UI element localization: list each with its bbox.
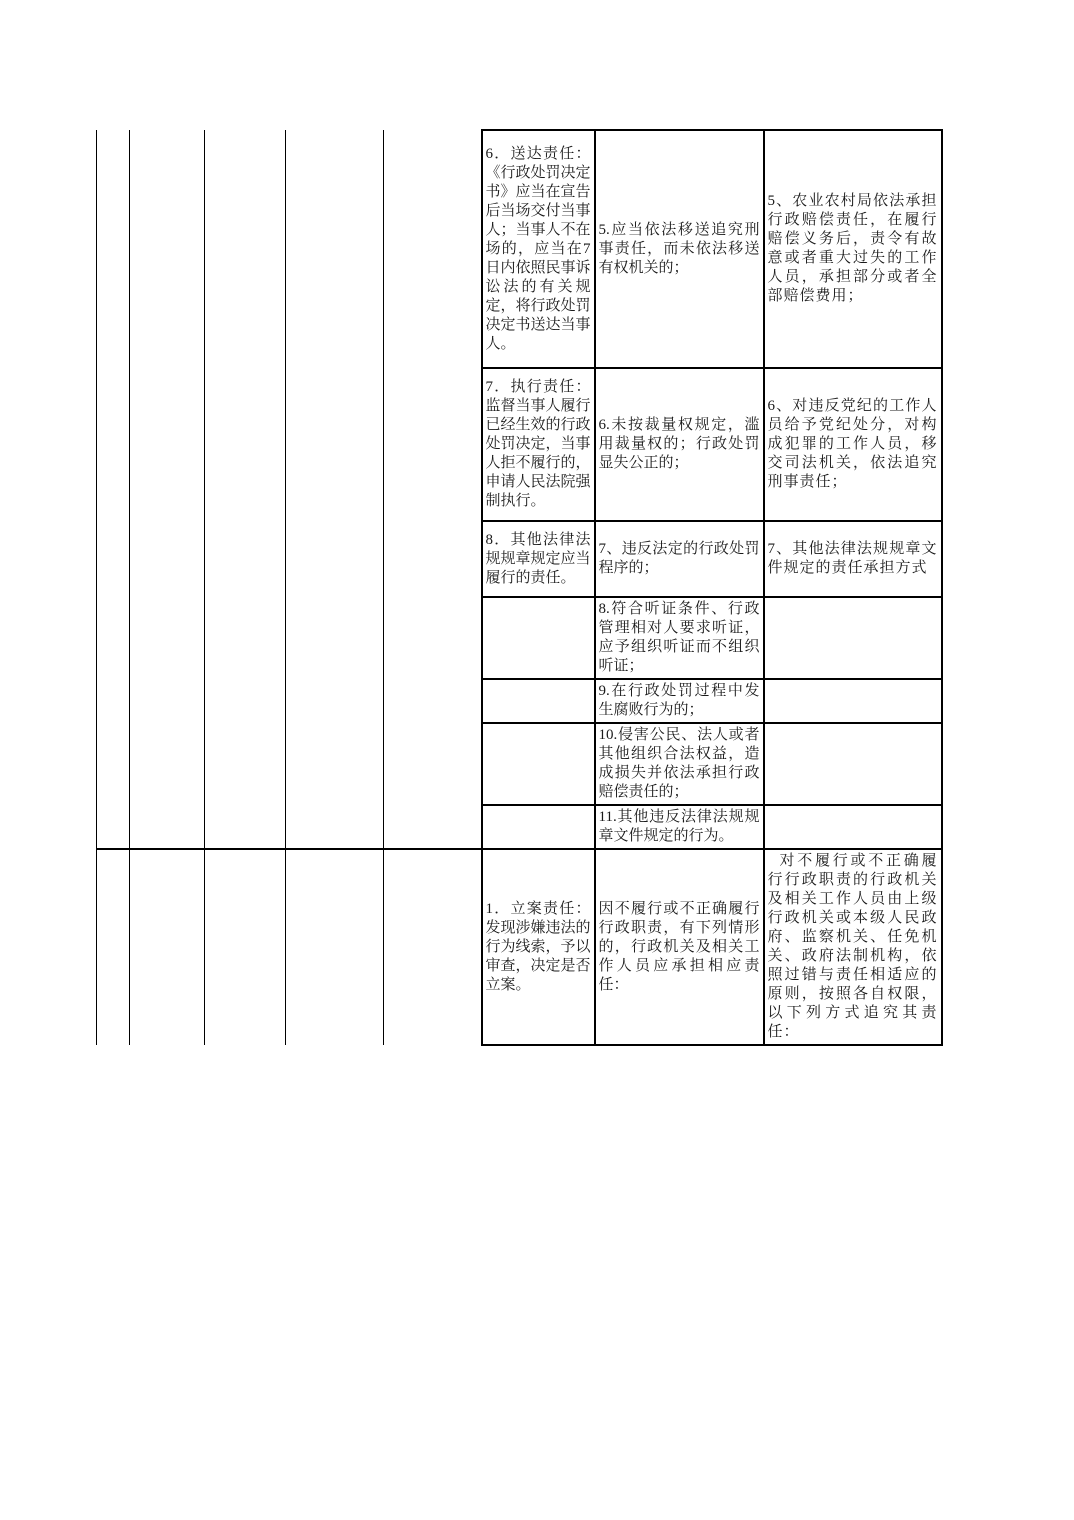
method-cell <box>764 597 942 679</box>
method-cell: 5、农业农村局依法承担行政赔偿责任，在履行赔偿义务后，责令有故意或者重大过失的工作人员，承担部分或者全部赔偿费用； <box>764 130 942 368</box>
situation-cell: 7、违反法定的行政处罚程序的； <box>595 521 764 597</box>
responsibility-table <box>96 129 943 1046</box>
duty-cell: 8．其他法律法规规章规定应当履行的责任。 <box>482 521 595 597</box>
duty-cell: 6．送达责任：《行政处罚决定书》应当在宣告后当场交付当事人；当事人不在场的，应当在7日内依照民事诉讼法的有关规定，将行政处罚决定书送达当事人。 <box>482 130 595 368</box>
situation-cell: 8.符合听证条件、行政管理相对人要求听证，应予组织听证而不组织听证； <box>595 597 764 679</box>
duty-cell <box>482 597 595 679</box>
spacer-column-1 <box>97 849 130 1045</box>
situation-cell: 9.在行政处罚过程中发生腐败行为的； <box>595 679 764 723</box>
method-cell: 7、其他法律法规规章文件规定的责任承担方式 <box>764 521 942 597</box>
table-row <box>97 130 942 368</box>
method-cell <box>764 723 942 805</box>
duty-cell <box>482 805 595 849</box>
table-row <box>97 849 942 1045</box>
situation-cell: 因不履行或不正确履行行政职责，有下列情形的，行政机关及相关工作人员应承担相应责任： <box>595 849 764 1045</box>
spacer-column-5 <box>384 130 482 849</box>
spacer-column-4 <box>286 130 384 849</box>
spacer-column-4 <box>286 849 384 1045</box>
spacer-column-2 <box>130 849 205 1045</box>
situation-cell: 6.未按裁量权规定，滥用裁量权的；行政处罚显失公正的； <box>595 368 764 521</box>
method-cell <box>764 805 942 849</box>
spacer-column-1 <box>97 130 130 849</box>
method-cell <box>764 679 942 723</box>
duty-cell <box>482 723 595 805</box>
method-cell: 6、对违反党纪的工作人员给予党纪处分，对构成犯罪的工作人员，移交司法机关，依法追究刑事责任； <box>764 368 942 521</box>
duty-cell: 1．立案责任：发现涉嫌违法的行为线索，予以审查，决定是否立案。 <box>482 849 595 1045</box>
spacer-column-3 <box>205 130 286 849</box>
situation-cell: 11.其他违反法律法规规章文件规定的行为。 <box>595 805 764 849</box>
duty-cell <box>482 679 595 723</box>
spacer-column-3 <box>205 849 286 1045</box>
spacer-column-2 <box>130 130 205 849</box>
spacer-column-5 <box>384 849 482 1045</box>
duty-cell: 7．执行责任：监督当事人履行已经生效的行政处罚决定，当事人拒不履行的，申请人民法院强制执行。 <box>482 368 595 521</box>
situation-cell: 10.侵害公民、法人或者其他组织合法权益，造成损失并依法承担行政赔偿责任的； <box>595 723 764 805</box>
situation-cell: 5.应当依法移送追究刑事责任，而未依法移送有权机关的； <box>595 130 764 368</box>
method-cell: 对不履行或不正确履行行政职责的行政机关及相关工作人员由上级行政机关或本级人民政府、监察机关、任免机关、政府法制机构，依照过错与责任相适应的原则，按照各自权限，以下列方式追究其责任： <box>764 849 942 1045</box>
